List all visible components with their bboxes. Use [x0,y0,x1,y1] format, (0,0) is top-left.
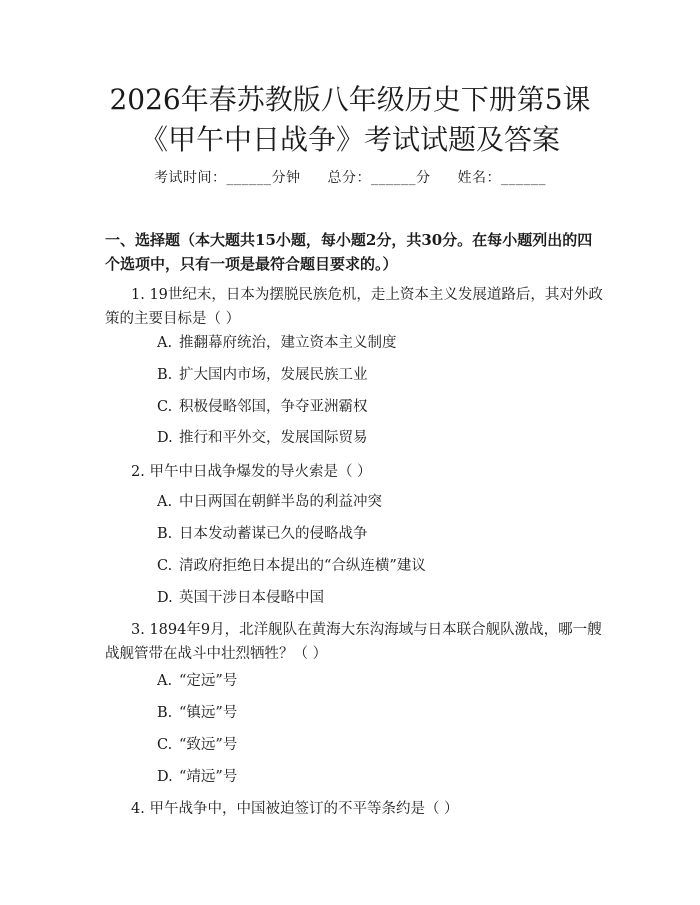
option-3c [157,735,237,755]
option-text: 日本发动蓄谋已久的侵略战争 [179,526,368,542]
question-text: 甲午战争中，中国被迫签订的不平等条约是（ ） [149,801,459,817]
option-label: A. [157,494,173,510]
option-text: 扩大国内市场，发展民族工业 [179,367,368,383]
option-text: “致远”号 [179,737,238,753]
option-2d [157,588,324,608]
option-text: 英国干涉日本侵略中国 [179,590,324,606]
option-label: B. [157,705,173,721]
option-2c [157,556,426,576]
option-3b [157,703,237,723]
option-2a [157,492,382,512]
option-text: “镇远”号 [179,705,238,721]
option-label: D. [157,769,173,785]
document-title: 2026年春苏教版八年级历史下册第5课《甲午中日战争》考试试题及答案 [109,83,591,156]
question-2 [105,460,605,484]
option-label: D. [157,590,173,606]
option-label: B. [157,367,173,383]
option-text: “定远”号 [179,673,238,689]
option-1b [157,365,368,385]
option-3a [157,671,237,691]
total-score-field: 总分：______分 [327,170,431,186]
student-name-field: 姓名：______ [457,170,546,186]
question-text: 1894年9月，北洋舰队在黄海大东沟海域与日本联合舰队激战，哪一艘战舰管带在战斗中壮烈牺牲？（ ） [105,622,602,662]
option-text: 推翻幕府统治，建立资本主义制度 [179,335,397,351]
question-number: 3. [131,622,145,638]
exam-meta [0,167,700,187]
option-label: C. [157,399,173,415]
option-text: 中日两国在朝鲜半岛的利益冲突 [179,494,382,510]
option-3d [157,767,237,787]
question-text: 甲午中日战争爆发的导火索是（ ） [149,464,372,480]
question-number: 4. [131,801,145,817]
option-2b [157,524,368,544]
option-label: A. [157,335,173,351]
option-1a [157,333,397,353]
option-text: “靖远”号 [179,769,238,785]
option-1d [157,428,368,448]
question-3 [105,618,605,666]
option-label: A. [157,673,173,689]
question-1 [105,283,605,331]
option-label: D. [157,430,173,446]
section-heading: 一、选择题（本大题共15小题，每小题2分，共30分。在每小题列出的四个选项中，只有一项是最符合题目要求的。） [105,231,593,273]
option-label: B. [157,526,173,542]
question-number: 1. [131,287,145,303]
option-text: 积极侵略邻国，争夺亚洲霸权 [179,399,368,415]
question-number: 2. [131,464,145,480]
question-text: 19世纪末，日本为摆脱民族危机，走上资本主义发展道路后，其对外政策的主要目标是（ ） [105,287,603,327]
exam-time-field: 考试时间：______分钟 [154,170,301,186]
question-4 [105,797,605,821]
option-text: 清政府拒绝日本提出的“合纵连横”建议 [179,558,426,574]
option-label: C. [157,558,173,574]
option-1c [157,397,368,417]
option-label: C. [157,737,173,753]
option-text: 推行和平外交，发展国际贸易 [179,430,368,446]
